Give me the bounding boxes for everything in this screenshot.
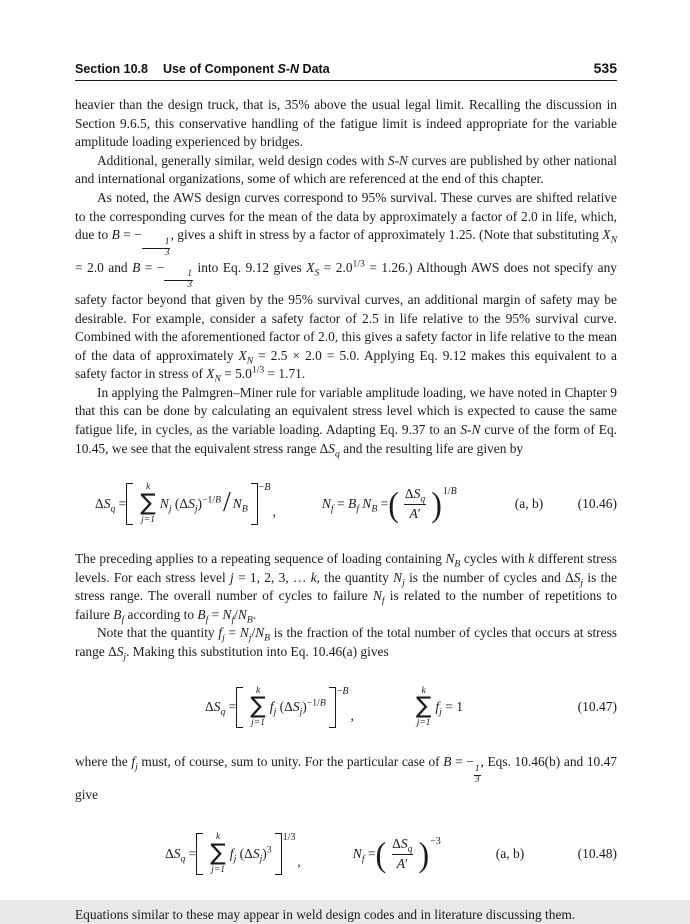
- paren-exponent: −3: [430, 835, 441, 847]
- paragraph-closing: Equations similar to these may appear in weld design codes and in literature discussing them.: [75, 906, 576, 922]
- paragraph-aws-safety: As noted, the AWS design curves correspond to 95% survival. These curves are shifted relative to the corresponding curves for the mean of the data by approximately a factor of 2.0 in life, which, due to B = − $\frac{1}{3}$ , gives a shift in stress by a factor of approximately 1.25. (Note that substituting $X_N = 2.0$ and B = − $\frac{1}{3}$ into Eq. 9.12 gives $X_S = 2.0^{1/3} = 1.26$.) Although AWS does not specify any safety factor beyond that given by the 95% survival curves, an additional margin of safety may be desirable. For example, consider a safety factor of 2.5 in life relative to the 95% survival curve. Combined with the aforementioned factor of 2.0, this gives a safety factor in life relative to the mean of the data of approximately $X_N = 2.5 \times 2.0 = 5.0$. Applying Eq. 9.12 makes this equivalent to a safety factor in stress of $X_N = 5.0^{1/3} = 1.71$.: [75, 189, 617, 385]
- paren-exponent: 1/B: [442, 485, 457, 497]
- sigma-symbol: ∑: [250, 693, 266, 720]
- equation-10-48b: [353, 836, 441, 873]
- sigma-symbol: ∑: [415, 693, 432, 720]
- bracket-exponent: −B: [336, 685, 349, 697]
- summation: k ∑ j=1: [210, 832, 226, 875]
- page-number: 535: [593, 60, 617, 76]
- fraction: $\frac{\Delta S_q}{A'}$: [392, 835, 413, 871]
- fraction: $\frac{\Delta S_q}{A'}$: [404, 485, 426, 521]
- equation-10-46b: [322, 486, 457, 523]
- paragraph-palmgren-miner: In applying the Palmgren–Miner rule for variable amplitude loading, we have noted in Chapter 9 that this can be done by calculating an equivalent stress level which is expected to cause the same fatigue life, in cycles, as the variable loading. Adapting Eq. 9.37 to an S-N curve of the form of Eq. 10.45, we see that the equivalent stress range $\Delta S_q$ and the resulting life are given by: [75, 384, 617, 460]
- paragraph-note-fraction: Note that the quantity $f_j = N_j/N_B$ is the fraction of the total number of cycles that occurs at stress range $\Delta S_j$. Making this substitution into Eq. 10.46(a) gives: [75, 625, 617, 663]
- eq-lhs: $\Delta S_q$ =: [165, 845, 197, 865]
- right-paren: ): [418, 834, 430, 874]
- left-bracket: [236, 687, 243, 729]
- equation-10-48: [75, 832, 617, 876]
- division-slash: /: [223, 487, 231, 519]
- eq-term: $N_j$ $(\Delta S_j)^{-1/B}$: [159, 494, 222, 515]
- eq-lhs: $N_f$ =: [352, 845, 376, 865]
- eq-part-label: (a, b): [514, 495, 544, 511]
- eq-lhs: $\Delta S_q$ =: [95, 495, 127, 515]
- sigma-symbol: ∑: [210, 840, 226, 867]
- right-bracket: [251, 483, 258, 525]
- paragraph-sum-unity: where the $f_j$ must, of course, sum to unity. For the particular case of B = − $\frac{1}{3}$ , Eqs. 10.46(b) and 10.47 give: [75, 754, 617, 802]
- paragraph-repeating-sequence: The preceding applies to a repeating sequence of loading containing $N_B$ cycles with k different stress levels. For each stress level j = 1, 2, 3, … k, the quantity $N_j$ is the number of cycles and $\Delta S_j$ is the stress range. The overall number of cycles to failure $N_f$ is related to the number of repetitions to failure $B_f$ according to $B_f = N_f/N_B$.: [75, 550, 618, 626]
- paragraph-continuation: heavier than the design truck, that is, 35% above the usual legal limit. Recalling the discussion in Section 9.6.5, this conservative handling of the fatigue limit is indeed appropriate for the variable amplitude loading experienced by bridges.: [75, 97, 617, 150]
- equation-10-46: [75, 482, 617, 526]
- sigma-symbol: ∑: [140, 490, 156, 517]
- right-paren: ): [431, 484, 442, 524]
- left-bracket: [196, 833, 203, 875]
- eq-number: (10.46): [577, 495, 617, 511]
- eq-term: $f_j$ $(\Delta S_j)^{-1/B}$: [269, 697, 326, 718]
- running-header: [75, 60, 617, 81]
- paragraph-weld-codes: Additional, generally similar, weld design codes with S-N curves are published by other national and international organizations, some of which are referenced at the end of this chapter.: [75, 152, 617, 187]
- left-bracket: [126, 483, 133, 525]
- eq-part-label: (a, b): [495, 845, 525, 861]
- summation: k ∑ j=1: [140, 482, 156, 526]
- eq-number: (10.48): [577, 845, 617, 861]
- bracket-exponent: 1/3: [282, 832, 296, 844]
- equation-10-47a: $\Delta S_q$ = k ∑ j=1 $f_j$ $(\Delta S_j)^{-1/B}$ −B ,: [205, 686, 354, 730]
- right-bracket: [329, 687, 336, 729]
- eq-lhs: $\Delta S_q$ =: [205, 699, 237, 718]
- section-title: Use of Component S-N Data: [162, 62, 330, 76]
- eq-number: (10.47): [577, 699, 617, 715]
- equation-10-47b: [412, 686, 463, 730]
- equation-10-48a: $\Delta S_q$ = k ∑ j=1 $f_j$ $(\Delta S_j)^3$ 1/3 ,: [165, 832, 301, 876]
- section-label: Section 10.8: [75, 62, 148, 76]
- page-body: [75, 81, 617, 924]
- right-bracket: [275, 833, 282, 875]
- summation: k ∑ j=1: [415, 685, 432, 729]
- eq-denominator: $N_B$: [232, 495, 248, 515]
- left-paren: (: [388, 484, 399, 524]
- eq-term: $f_j$ $(\Delta S_j)^3$: [229, 844, 272, 865]
- left-paren: (: [375, 834, 387, 874]
- bracket-exponent: −B: [258, 482, 271, 494]
- eq-lhs: $N_f = B_f$ $N_B$ =: [321, 495, 389, 515]
- summation: k ∑ j=1: [250, 685, 266, 729]
- equation-10-46a: $\Delta S_q$ = k ∑ j=1 $N_j$ $(\Delta S_j)^{-1/B}$ / $N_B$ −B ,: [95, 482, 276, 526]
- eq-rhs: $f_j = 1$: [435, 699, 463, 718]
- equation-10-47: [75, 686, 617, 730]
